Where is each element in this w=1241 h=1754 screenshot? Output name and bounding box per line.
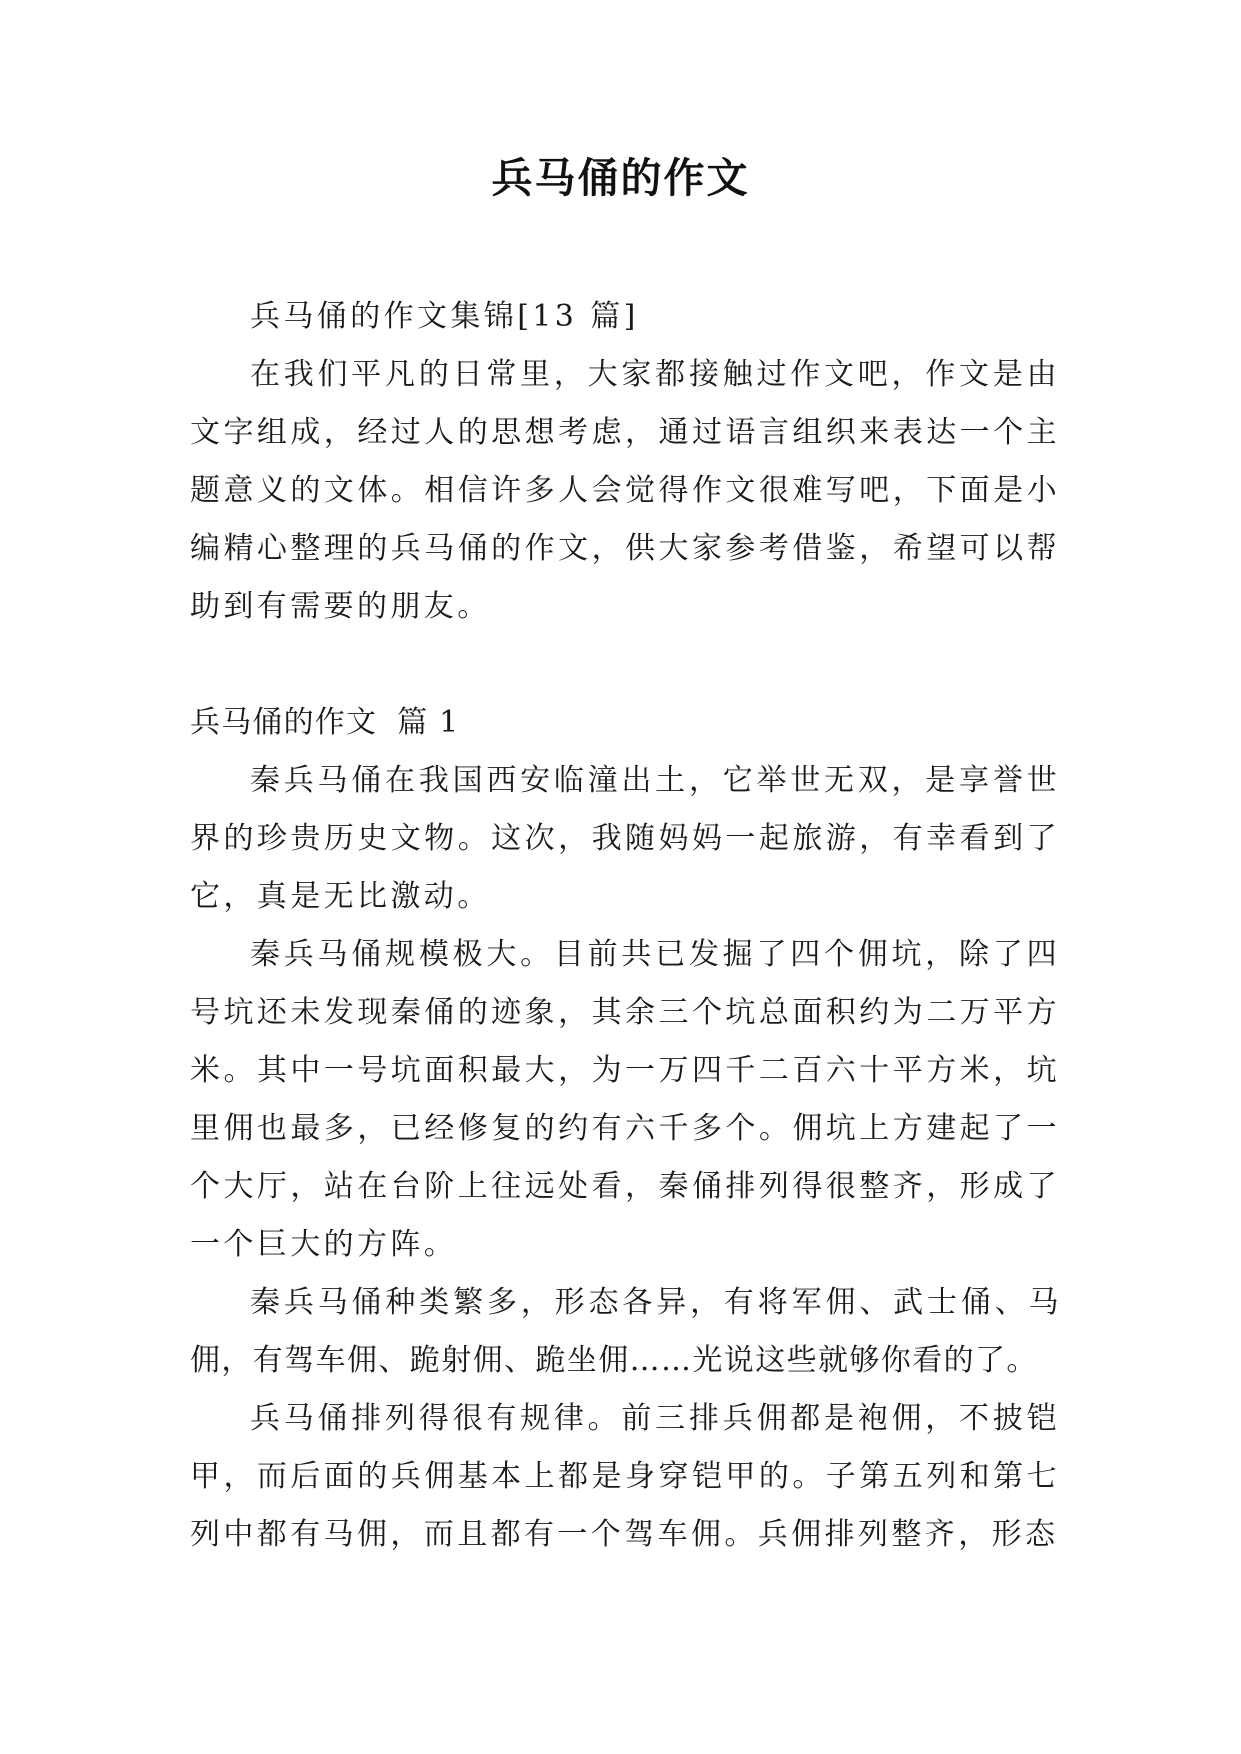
section1-paragraph-1: 秦兵马俑在我国西安临潼出土，它举世无双，是享誉世界的珍贵历史文物。这次，我随妈妈一起旅游，有幸看到了它，真是无比激动。 bbox=[190, 763, 1060, 914]
document-body bbox=[190, 288, 1060, 1564]
section-heading bbox=[190, 694, 1060, 752]
section1-paragraph-3: 秦兵马俑种类繁多，形态各异，有将军佣、武士俑、马佣，有驾车佣、跪射佣、跪坐佣……光说这些就够你看的了。 bbox=[190, 1285, 1060, 1378]
intro-paragraph: 在我们平凡的日常里，大家都接触过作文吧，作文是由文字组成，经过人的思想考虑，通过语言组织来表达一个主题意义的文体。相信许多人会觉得作文很难写吧，下面是小编精心整理的兵马俑的作文，供大家参考借鉴，希望可以帮助到有需要的朋友。 bbox=[190, 357, 1060, 624]
section-heading-part: 篇 1 bbox=[397, 705, 460, 740]
collection-subtitle: 兵马俑的作文集锦[13 篇] bbox=[250, 299, 639, 334]
section-heading-title: 兵马俑的作文 bbox=[190, 705, 378, 740]
document-title: 兵马俑的作文 bbox=[491, 154, 750, 202]
section1-paragraph-2: 秦兵马俑规模极大。目前共已发掘了四个佣坑，除了四号坑还未发现秦俑的迹象，其余三个坑总面积约为二万平方米。其中一号坑面积最大，为一万四千二百六十平方米，坑里佣也最多，已经修复的约有六千多个。佣坑上方建起了一个大厅，站在台阶上往远处看，秦俑排列得很整齐，形成了一个巨大的方阵。 bbox=[190, 937, 1060, 1262]
section1-paragraph-4: 兵马俑排列得很有规律。前三排兵佣都是袍佣，不披铠甲，而后面的兵佣基本上都是身穿铠甲的。子第五列和第七列中都有马佣，而且都有一个驾车佣。兵佣排列整齐，形态 bbox=[190, 1401, 1060, 1552]
paragraph-gap bbox=[190, 636, 1060, 694]
